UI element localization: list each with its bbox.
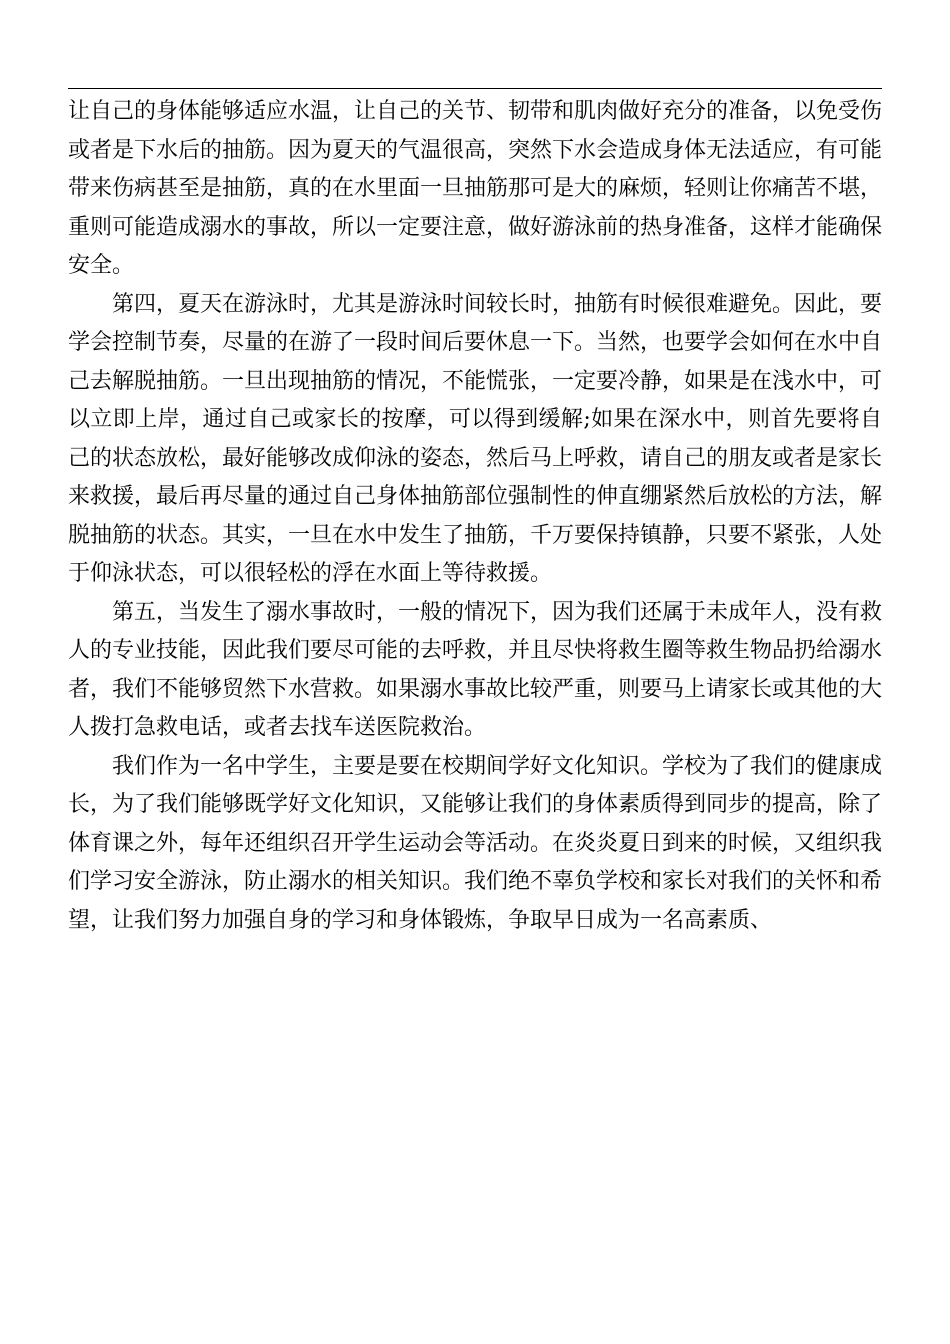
paragraph-continued: 让自己的身体能够适应水温，让自己的关节、韧带和肌肉做好充分的准备，以免受伤或者是下水后的抽筋。因为夏天的气温很高，突然下水会造成身体无法适应，有可能带来伤病甚至是抽筋，真的在水里面一旦抽筋那可是大的麻烦，轻则让你痛苦不堪，重则可能造成溺水的事故，所以一定要注意，做好游泳前的热身准备，这样才能确保安全。 bbox=[68, 99, 883, 278]
body-text bbox=[68, 93, 882, 940]
header-rule bbox=[68, 88, 882, 89]
paragraph-fourth-point: 第四，夏天在游泳时，尤其是游泳时间较长时，抽筋有时候很难避免。因此，要学会控制节奏，尽量的在游了一段时间后要休息一下。当然，也要学会如何在水中自己去解脱抽筋。一旦出现抽筋的情况，不能慌张，一定要冷静，如果是在浅水中，可以立即上岸，通过自己或家长的按摩，可以得到缓解;如果在深水中，则首先要将自己的状态放松，最好能够改成仰泳的姿态，然后马上呼救，请自己的朋友或者是家长来救援，最后再尽量的通过自己身体抽筋部位强制性的伸直绷紧然后放松的方法，解脱抽筋的状态。其实，一旦在水中发生了抽筋，千万要保持镇静，只要不紧张，人处于仰泳状态，可以很轻松的浮在水面上等待救援。 bbox=[68, 291, 883, 586]
paragraph-fifth-point: 第五，当发生了溺水事故时，一般的情况下，因为我们还属于未成年人，没有救人的专业技能，因此我们要尽可能的去呼救，并且尽快将救生圈等救生物品扔给溺水者，我们不能够贸然下水营救。如果溺水事故比较严重，则要马上请家长或其他的大人拨打急救电话，或者去找车送医院救治。 bbox=[68, 599, 883, 740]
paragraph-conclusion: 我们作为一名中学生，主要是要在校期间学好文化知识。学校为了我们的健康成长，为了我们能够既学好文化知识，又能够让我们的身体素质得到同步的提高，除了体育课之外，每年还组织召开学生运动会等活动。在炎炎夏日到来的时候，又组织我们学习安全游泳，防止溺水的相关知识。我们绝不辜负学校和家长对我们的关怀和希望，让我们努力加强自身的学习和身体锻炼，争取早日成为一名高素质、 bbox=[68, 753, 883, 933]
